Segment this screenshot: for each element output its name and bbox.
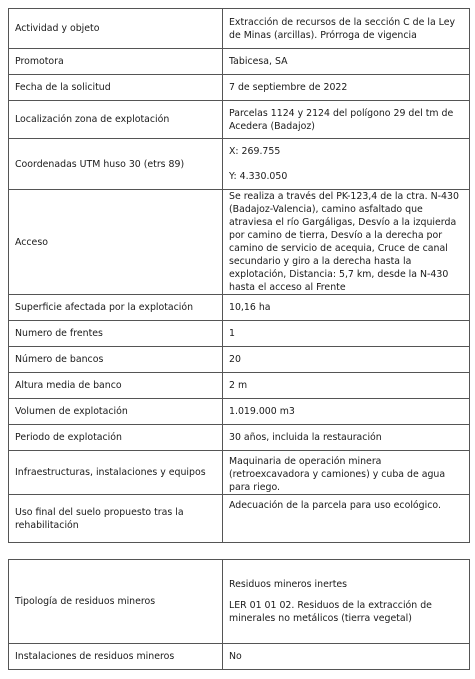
table-row: [9, 9, 470, 49]
table-row: [9, 75, 470, 101]
table-row: [9, 425, 470, 451]
table-row: [9, 49, 470, 75]
row-label: Uso final del suelo propuesto tras la rehabilitación: [9, 495, 223, 543]
row-value: Adecuación de la parcela para uso ecológico.: [223, 495, 470, 543]
row-value: 7 de septiembre de 2022: [223, 75, 470, 101]
row-label: Altura media de banco: [9, 373, 223, 399]
project-info-table: [8, 8, 470, 543]
row-value: [223, 139, 470, 190]
row-label: Periodo de explotación: [9, 425, 223, 451]
table-row: [9, 451, 470, 495]
coordinate-y: Y: 4.330.050: [229, 171, 288, 182]
row-value: No: [223, 644, 470, 670]
waste-type: Residuos mineros inertes: [229, 579, 348, 590]
row-value: 1: [223, 321, 470, 347]
table-row: [9, 101, 470, 139]
table-row: [9, 495, 470, 543]
row-value: Extracción de recursos de la sección C de la Ley de Minas (arcillas). Prórroga de vigencia: [223, 9, 470, 49]
row-value: 2 m: [223, 373, 470, 399]
table-row: [9, 190, 470, 295]
table-row: [9, 373, 470, 399]
row-label: Número de bancos: [9, 347, 223, 373]
row-value: 10,16 ha: [223, 295, 470, 321]
row-value: Se realiza a través del PK-123,4 de la ctra. N-430 (Badajoz-Valencia), camino asfaltado que atraviesa el río Gargáligas, Desvío a la izquierda por camino de tierra, Desvío a la derecha por camino de servicio de acequia, Cruce de canal secundario y giro a la derecha hasta la explotación, Distancia: 5,7 km, desde la N-430 hasta el acceso al Frente: [223, 190, 470, 295]
row-label: Actividad y objeto: [9, 9, 223, 49]
row-value: 20: [223, 347, 470, 373]
table-row: [9, 560, 470, 644]
table-row: [9, 399, 470, 425]
row-label: Numero de frentes: [9, 321, 223, 347]
table-row: [9, 644, 470, 670]
row-value: Parcelas 1124 y 2124 del polígono 29 del tm de Acedera (Badajoz): [223, 101, 470, 139]
row-label: Infraestructuras, instalaciones y equipos: [9, 451, 223, 495]
row-label: Promotora: [9, 49, 223, 75]
row-label: Fecha de la solicitud: [9, 75, 223, 101]
row-value: [223, 560, 470, 644]
waste-code: LER 01 01 02. Residuos de la extracción de minerales no metálicos (tierra vegetal): [229, 600, 432, 624]
row-label: Coordenadas UTM huso 30 (etrs 89): [9, 139, 223, 190]
coordinate-x: X: 269.755: [229, 146, 281, 157]
mining-waste-table: [8, 559, 470, 670]
row-value: Maquinaria de operación minera (retroexcavadora y camiones) y cuba de agua para riego.: [223, 451, 470, 495]
row-label: Superficie afectada por la explotación: [9, 295, 223, 321]
table-row: [9, 347, 470, 373]
table-row: [9, 139, 470, 190]
table-row: [9, 295, 470, 321]
row-value: 30 años, incluida la restauración: [223, 425, 470, 451]
row-label: Tipología de residuos mineros: [9, 560, 223, 644]
row-label: Instalaciones de residuos mineros: [9, 644, 223, 670]
row-value: 1.019.000 m3: [223, 399, 470, 425]
row-label: Acceso: [9, 190, 223, 295]
row-label: Localización zona de explotación: [9, 101, 223, 139]
row-label: Volumen de explotación: [9, 399, 223, 425]
table-row: [9, 321, 470, 347]
row-value: Tabicesa, SA: [223, 49, 470, 75]
